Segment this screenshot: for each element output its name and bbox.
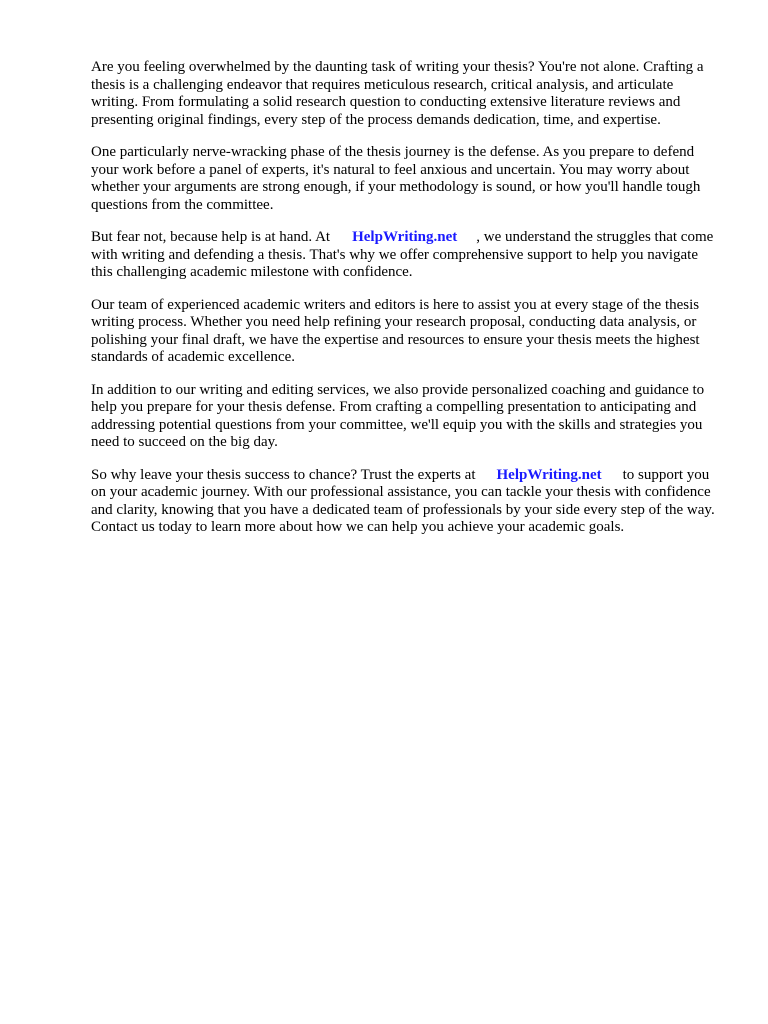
paragraph-closing-text-before: So why leave your thesis success to chance? Trust the experts at: [91, 466, 476, 483]
paragraph-help-text-before: But fear not, because help is at hand. At: [91, 229, 331, 245]
paragraph-intro: Are you feeling overwhelmed by the daunting task of writing your thesis? You're not alone. Crafting a thesis is a challenging endeavor that requires meticulous research, critical analysis, and articulate writing. From formulating a solid research question to conducting extensive literature reviews and presenting original findings, every step of the process demands dedication, time, and expertise.: [91, 59, 704, 128]
paragraph-defense: One particularly nerve-wracking phase of the thesis journey is the defense. As you prepare to defend your work before a panel of experts, it's natural to feel anxious and uncertain. You may worry about whether your arguments are strong enough, if your methodology is sound, or how you'll handle tough questions from the committee.: [91, 144, 701, 213]
helpwriting-link[interactable]: HelpWriting.net: [496, 466, 602, 483]
paragraph-help: [91, 229, 717, 282]
paragraph-help-text-after: , we understand the struggles that come with writing and defending a thesis. That's why we offer comprehensive support to help you navigate this challenging academic milestone with confidence.: [91, 229, 714, 280]
paragraph-coaching: In addition to our writing and editing services, we also provide personalized coaching and guidance to help you prepare for your thesis defense. From crafting a compelling presentation to anticipating and addressing potential questions from your committee, we'll equip you with the skills and strategies you need to succeed on the big day.: [91, 381, 705, 450]
paragraph-closing-text-after: to support you on your academic journey. With our professional assistance, you can tackle your thesis with confidence and clarity, knowing that you have a dedicated team of professionals by your side every step of the way. Contact us today to learn more about how we can help you achieve your academic goals.: [91, 466, 715, 535]
helpwriting-link[interactable]: HelpWriting.net: [352, 229, 458, 245]
paragraph-closing: [91, 467, 717, 537]
document-body: [91, 59, 717, 552]
paragraph-team: Our team of experienced academic writers and editors is here to assist you at every stage of the thesis writing process. Whether you need help refining your research proposal, conducting data analysis, or polishing your final draft, we have the expertise and resources to ensure your thesis meets the highest standards of academic excellence.: [91, 296, 700, 365]
